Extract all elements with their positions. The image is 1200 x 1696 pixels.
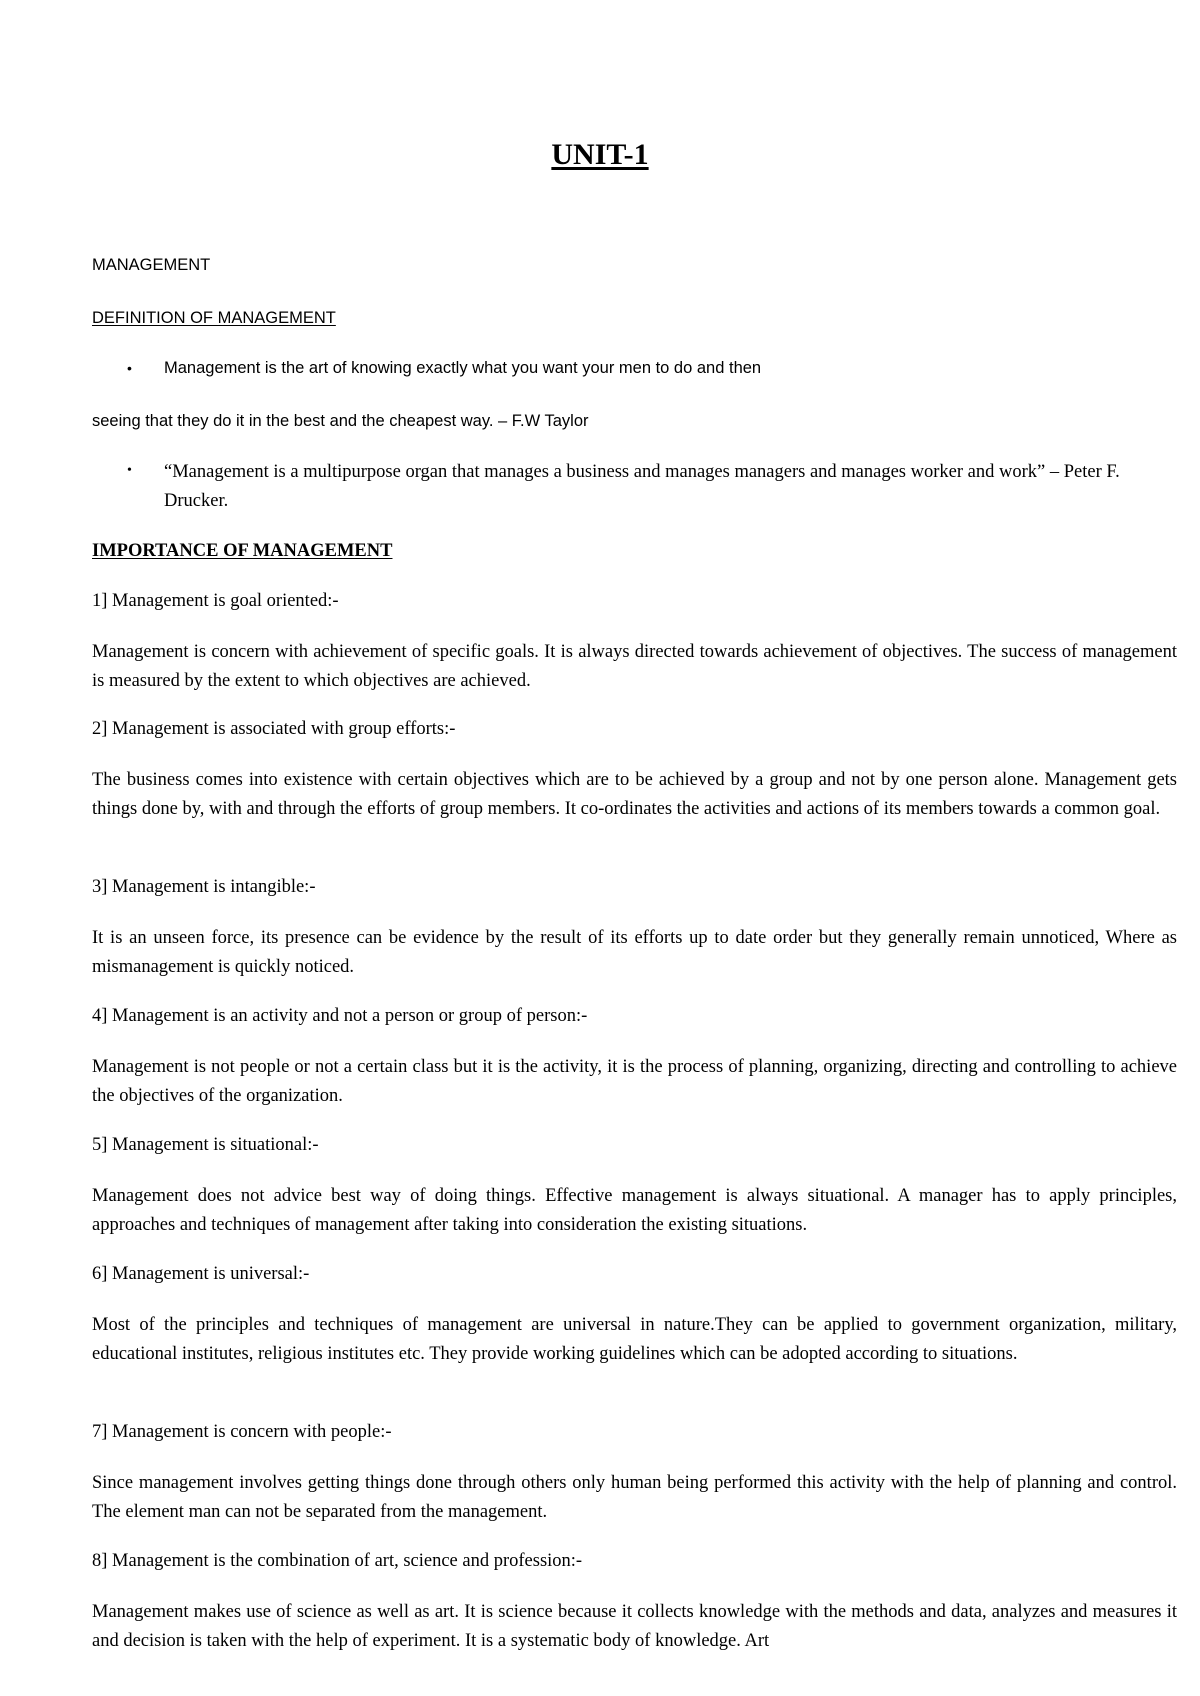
- bullet-icon: •: [127, 463, 132, 478]
- definition-1-continuation: seeing that they do it in the best and the cheapest way. – F.W Taylor: [92, 412, 589, 430]
- point-2-body: The business comes into existence with certain objectives which are to be achieved by a group and not by one person alone. Management gets things done by, with and through the efforts of group members. It co-ordinates the activities and actions of its members towards a common goal.: [92, 770, 1177, 819]
- point-7-heading: 7] Management is concern with people:-: [92, 1422, 392, 1442]
- point-1-body: Management is concern with achievement of specific goals. It is always directed towards achievement of objectives. The success of management is measured by the extent to which objectives are achieved.: [92, 642, 1177, 691]
- point-7-body: Since management involves getting things done through others only human being performed this activity with the help of planning and control. The element man can not be separated from the management.: [92, 1473, 1177, 1522]
- point-6-heading: 6] Management is universal:-: [92, 1264, 310, 1284]
- point-8-body: Management makes use of science as well as art. It is science because it collects knowledge with the methods and data, analyzes and measures it and decision is taken with the help of experiment. It is a systematic body of knowledge. Art: [92, 1602, 1177, 1651]
- point-6-body: Most of the principles and techniques of management are universal in nature.They can be applied to government organization, military, educational institutes, religious institutes etc. They provide working guidelines which can be adopted according to situations.: [92, 1315, 1177, 1364]
- point-8-heading: 8] Management is the combination of art, science and profession:-: [92, 1551, 583, 1571]
- bullet-icon: •: [127, 360, 132, 376]
- point-4-heading: 4] Management is an activity and not a person or group of person:-: [92, 1006, 588, 1026]
- point-5-body: Management does not advice best way of doing things. Effective management is always situational. A manager has to apply principles, approaches and techniques of management after taking into consideration the existing situations.: [92, 1186, 1177, 1235]
- point-3-body: It is an unseen force, its presence can be evidence by the result of its efforts up to date order but they generally remain unnoticed, Where as mismanagement is quickly noticed.: [92, 928, 1177, 977]
- point-4-body: Management is not people or not a certain class but it is the activity, it is the process of planning, organizing, directing and controlling to achieve the objectives of the organization.: [92, 1057, 1177, 1106]
- point-3-heading: 3] Management is intangible:-: [92, 877, 316, 897]
- definition-1-first-line: Management is the art of knowing exactly what you want your men to do and then: [164, 359, 762, 377]
- heading-importance: IMPORTANCE OF MANAGEMENT: [92, 541, 393, 561]
- heading-management: MANAGEMENT: [92, 256, 211, 274]
- heading-definition: DEFINITION OF MANAGEMENT: [92, 309, 336, 327]
- definition-2-text: “Management is a multipurpose organ that manages a business and manages managers and manages worker and work” – Peter F. Drucker.: [164, 462, 1120, 511]
- point-2-heading: 2] Management is associated with group efforts:-: [92, 719, 456, 739]
- document-title: UNIT-1: [551, 138, 649, 171]
- point-1-heading: 1] Management is goal oriented:-: [92, 591, 339, 611]
- point-5-heading: 5] Management is situational:-: [92, 1135, 319, 1155]
